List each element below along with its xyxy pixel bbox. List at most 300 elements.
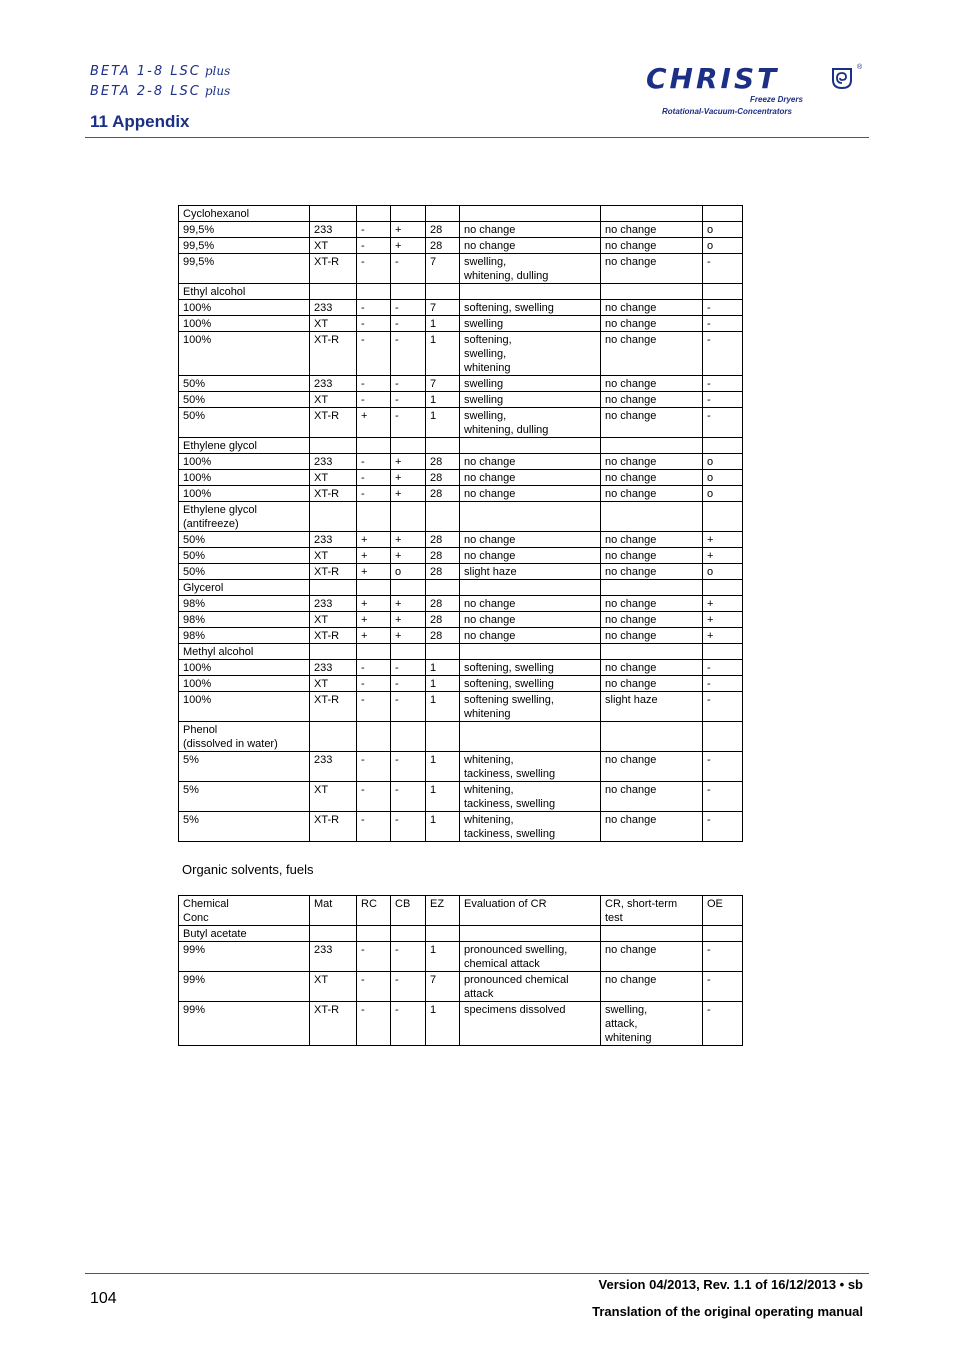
table-cell: 1 — [426, 408, 460, 438]
table-cell: o — [703, 238, 743, 254]
table-cell: + — [703, 548, 743, 564]
table-cell: 28 — [426, 564, 460, 580]
table-cell — [703, 926, 743, 942]
table-cell: 100% — [179, 486, 310, 502]
table-cell: o — [703, 470, 743, 486]
table-cell: XT-R — [310, 486, 357, 502]
chemical-resistance-table-body — [179, 206, 743, 842]
footer-rule — [85, 1273, 869, 1274]
footer-version: Version 04/2013, Rev. 1.1 of 16/12/2013 • sb — [598, 1277, 863, 1292]
table-cell — [357, 580, 391, 596]
table-row — [179, 752, 743, 782]
table-cell — [601, 580, 703, 596]
table-cell: + — [391, 486, 426, 502]
table-cell: - — [703, 254, 743, 284]
table-cell: 1 — [426, 1002, 460, 1046]
table-row — [179, 502, 743, 532]
model-plus-2: plus — [204, 84, 231, 98]
registered-mark: ® — [857, 64, 863, 71]
table-cell: 1 — [426, 782, 460, 812]
table-cell: 100% — [179, 300, 310, 316]
table-cell: + — [357, 596, 391, 612]
table-cell: specimens dissolved — [460, 1002, 601, 1046]
table-cell: 100% — [179, 692, 310, 722]
table-cell — [391, 502, 426, 532]
table-cell: Ethylene glycol — [179, 438, 310, 454]
table-cell: o — [391, 564, 426, 580]
table-row — [179, 644, 743, 660]
table-cell: 233 — [310, 222, 357, 238]
table-cell: - — [703, 300, 743, 316]
table-cell: no change — [601, 676, 703, 692]
table-cell: + — [391, 612, 426, 628]
table-cell: - — [391, 942, 426, 972]
table-cell: 100% — [179, 454, 310, 470]
table-cell — [357, 722, 391, 752]
table-cell: - — [391, 376, 426, 392]
header-short-term: CR, short-term test — [601, 896, 703, 926]
table-cell: Glycerol — [179, 580, 310, 596]
table-cell: 100% — [179, 470, 310, 486]
model-line-2 — [90, 84, 230, 99]
table-cell: 1 — [426, 676, 460, 692]
chemical-resistance-table — [178, 205, 743, 842]
table-cell: 100% — [179, 316, 310, 332]
table-row — [179, 284, 743, 300]
table-cell — [391, 438, 426, 454]
table-cell: 28 — [426, 454, 460, 470]
table-cell: no change — [460, 454, 601, 470]
table-cell: 7 — [426, 254, 460, 284]
christ-spiral-emblem-icon — [830, 66, 854, 90]
table-cell — [460, 926, 601, 942]
table-cell: XT — [310, 676, 357, 692]
table-row — [179, 612, 743, 628]
table-cell: 1 — [426, 812, 460, 842]
table-cell: 28 — [426, 470, 460, 486]
table-cell — [310, 580, 357, 596]
table-cell: XT-R — [310, 332, 357, 376]
table-cell: - — [391, 660, 426, 676]
table-cell: no change — [460, 486, 601, 502]
table-cell — [357, 644, 391, 660]
table-cell: XT — [310, 392, 357, 408]
table-cell: swelling — [460, 316, 601, 332]
table-row — [179, 1002, 743, 1046]
table-cell — [601, 502, 703, 532]
section-title: 11 Appendix — [90, 112, 190, 131]
table-cell — [357, 438, 391, 454]
table-cell: no change — [601, 812, 703, 842]
table-cell: - — [391, 972, 426, 1002]
table-cell: slight haze — [460, 564, 601, 580]
table-cell: no change — [601, 660, 703, 676]
table-cell: no change — [601, 486, 703, 502]
table-cell: no change — [601, 628, 703, 644]
table-cell: no change — [601, 596, 703, 612]
table-cell: - — [391, 812, 426, 842]
table-cell: 98% — [179, 612, 310, 628]
table-cell: no change — [601, 972, 703, 1002]
christ-logo — [640, 62, 865, 120]
solvents-table — [178, 895, 743, 1046]
table-cell: 99,5% — [179, 254, 310, 284]
table-cell: + — [703, 596, 743, 612]
table-cell: XT-R — [310, 564, 357, 580]
table-header-row — [179, 896, 743, 926]
table-cell: + — [703, 628, 743, 644]
table-cell: o — [703, 222, 743, 238]
table-cell — [426, 284, 460, 300]
table-cell — [703, 284, 743, 300]
table-cell — [391, 644, 426, 660]
table-cell: 100% — [179, 676, 310, 692]
table-cell: XT — [310, 782, 357, 812]
table-row — [179, 438, 743, 454]
table-cell: no change — [601, 254, 703, 284]
table-cell: XT — [310, 238, 357, 254]
table-cell: 7 — [426, 376, 460, 392]
table-row — [179, 722, 743, 752]
table-cell: 100% — [179, 332, 310, 376]
table-cell: + — [391, 596, 426, 612]
table-cell: - — [703, 972, 743, 1002]
table-cell: no change — [601, 300, 703, 316]
table-cell: 5% — [179, 752, 310, 782]
table-row — [179, 316, 743, 332]
table-cell: 50% — [179, 564, 310, 580]
table-cell: 233 — [310, 596, 357, 612]
table-cell: + — [391, 470, 426, 486]
table-cell — [310, 438, 357, 454]
table-cell: - — [703, 692, 743, 722]
table-cell: - — [703, 660, 743, 676]
header-rule — [85, 137, 869, 138]
table-cell: - — [391, 1002, 426, 1046]
table-cell: no change — [601, 532, 703, 548]
table-cell: 50% — [179, 408, 310, 438]
table-cell: o — [703, 486, 743, 502]
table-row — [179, 548, 743, 564]
table-row — [179, 926, 743, 942]
table-cell: Ethylene glycol (antifreeze) — [179, 502, 310, 532]
table-cell: 233 — [310, 660, 357, 676]
table-cell — [601, 926, 703, 942]
table-row — [179, 408, 743, 438]
table-cell: 5% — [179, 812, 310, 842]
table-cell: - — [703, 676, 743, 692]
table-cell: - — [357, 316, 391, 332]
table-cell — [426, 644, 460, 660]
table-cell — [391, 722, 426, 752]
table-cell: 233 — [310, 942, 357, 972]
table-cell: no change — [601, 612, 703, 628]
table-cell: 233 — [310, 752, 357, 782]
table-cell: no change — [460, 628, 601, 644]
table-cell: 233 — [310, 532, 357, 548]
table-cell: 50% — [179, 376, 310, 392]
table-cell: - — [357, 254, 391, 284]
model-name-1: BETA 1-8 LSC — [90, 64, 201, 79]
table-row — [179, 238, 743, 254]
table-cell: 1 — [426, 392, 460, 408]
table-cell: 28 — [426, 628, 460, 644]
header-mat: Mat — [310, 896, 357, 926]
table-cell: - — [703, 1002, 743, 1046]
table-cell — [703, 502, 743, 532]
table-cell: o — [703, 564, 743, 580]
table-cell — [460, 206, 601, 222]
table-cell: pronounced chemical attack — [460, 972, 601, 1002]
table-cell: XT — [310, 548, 357, 564]
table-cell: swelling — [460, 392, 601, 408]
table-cell: + — [391, 548, 426, 564]
table-row — [179, 222, 743, 238]
table-row — [179, 628, 743, 644]
table-cell: 7 — [426, 972, 460, 1002]
table-cell: - — [357, 1002, 391, 1046]
table-cell: no change — [460, 222, 601, 238]
table-cell: - — [391, 408, 426, 438]
table-cell: 28 — [426, 238, 460, 254]
table-cell: no change — [460, 470, 601, 486]
table-cell — [426, 502, 460, 532]
table-cell — [460, 502, 601, 532]
table-cell: Methyl alcohol — [179, 644, 310, 660]
table-cell — [601, 438, 703, 454]
table-cell — [703, 722, 743, 752]
table-cell: no change — [601, 392, 703, 408]
table-cell: no change — [601, 564, 703, 580]
table-cell: 28 — [426, 596, 460, 612]
table-cell: 98% — [179, 596, 310, 612]
table-cell: Butyl acetate — [179, 926, 310, 942]
table-cell: - — [357, 392, 391, 408]
table-row — [179, 454, 743, 470]
solvents-table-body — [179, 926, 743, 1046]
table-cell: 50% — [179, 548, 310, 564]
table-cell — [391, 284, 426, 300]
table-cell — [391, 926, 426, 942]
table-cell: Ethyl alcohol — [179, 284, 310, 300]
table-cell: whitening, tackiness, swelling — [460, 782, 601, 812]
header-cb: CB — [391, 896, 426, 926]
table-row — [179, 470, 743, 486]
table-cell — [310, 206, 357, 222]
table-row — [179, 580, 743, 596]
table-cell: - — [703, 812, 743, 842]
header-ez: EZ — [426, 896, 460, 926]
table-cell — [310, 926, 357, 942]
table-cell — [460, 284, 601, 300]
table-cell: swelling, attack, whitening — [601, 1002, 703, 1046]
table-cell: XT — [310, 316, 357, 332]
table-cell: no change — [601, 376, 703, 392]
table-cell — [310, 722, 357, 752]
table-cell: 99,5% — [179, 222, 310, 238]
table-row — [179, 564, 743, 580]
logo-tagline-1: Freeze Dryers — [750, 95, 803, 104]
footer-translation: Translation of the original operating manual — [592, 1304, 863, 1319]
table-cell: Cyclohexanol — [179, 206, 310, 222]
model-plus-1: plus — [204, 64, 231, 78]
model-line-1 — [90, 64, 230, 79]
table-cell: + — [391, 238, 426, 254]
table-cell: XT-R — [310, 1002, 357, 1046]
logo-tagline-2: Rotational-Vacuum-Concentrators — [662, 107, 792, 116]
table-cell — [601, 644, 703, 660]
table-cell: - — [391, 392, 426, 408]
header-chemical: Chemical Conc — [179, 896, 310, 926]
table-cell: - — [357, 238, 391, 254]
table-cell: softening swelling, whitening — [460, 692, 601, 722]
model-name-2: BETA 2-8 LSC — [90, 84, 201, 99]
table-cell: - — [703, 332, 743, 376]
table-cell: swelling, whitening, dulling — [460, 408, 601, 438]
table-cell: 233 — [310, 300, 357, 316]
table-cell: XT — [310, 612, 357, 628]
table-cell: - — [703, 316, 743, 332]
table-row — [179, 596, 743, 612]
table-cell: - — [357, 752, 391, 782]
header-evaluation: Evaluation of CR — [460, 896, 601, 926]
table-cell: no change — [601, 238, 703, 254]
table-cell — [426, 206, 460, 222]
table-cell: - — [703, 942, 743, 972]
table-cell: + — [357, 564, 391, 580]
table-cell: - — [357, 300, 391, 316]
table-cell — [460, 644, 601, 660]
table-cell — [426, 926, 460, 942]
table-cell: 99% — [179, 972, 310, 1002]
table-cell: 233 — [310, 454, 357, 470]
table-cell: softening, swelling — [460, 676, 601, 692]
table-cell: no change — [460, 596, 601, 612]
table-cell: + — [391, 532, 426, 548]
table-cell: - — [357, 942, 391, 972]
table-cell: 5% — [179, 782, 310, 812]
table-cell: XT-R — [310, 254, 357, 284]
table-cell: - — [391, 676, 426, 692]
table-cell: no change — [460, 532, 601, 548]
table-cell: no change — [460, 548, 601, 564]
table-cell: XT — [310, 470, 357, 486]
table-cell — [426, 722, 460, 752]
table-cell: softening, swelling, whitening — [460, 332, 601, 376]
table-cell: 99,5% — [179, 238, 310, 254]
table-cell: - — [391, 782, 426, 812]
table-row — [179, 692, 743, 722]
table-cell — [460, 580, 601, 596]
table-cell: no change — [601, 408, 703, 438]
table-cell: no change — [601, 942, 703, 972]
table-cell — [703, 580, 743, 596]
table-cell: no change — [601, 454, 703, 470]
table-cell: - — [357, 454, 391, 470]
table-cell: - — [703, 782, 743, 812]
table-cell: 1 — [426, 752, 460, 782]
table-cell: + — [357, 532, 391, 548]
table-cell — [357, 502, 391, 532]
table-cell: whitening, tackiness, swelling — [460, 812, 601, 842]
table-cell: softening, swelling — [460, 660, 601, 676]
table-cell: - — [357, 486, 391, 502]
table-cell — [426, 438, 460, 454]
table-cell: 233 — [310, 376, 357, 392]
table-cell — [357, 284, 391, 300]
table-cell: - — [357, 332, 391, 376]
table-cell: 1 — [426, 660, 460, 676]
table-row — [179, 812, 743, 842]
table-cell: no change — [460, 238, 601, 254]
table-cell: 28 — [426, 548, 460, 564]
table-cell: 1 — [426, 692, 460, 722]
table-cell: - — [391, 254, 426, 284]
table-cell: no change — [601, 332, 703, 376]
table-cell: - — [357, 222, 391, 238]
table-cell: no change — [601, 782, 703, 812]
table-cell: - — [703, 392, 743, 408]
table-cell — [703, 438, 743, 454]
table-cell: o — [703, 454, 743, 470]
table-cell: 1 — [426, 316, 460, 332]
table-row — [179, 332, 743, 376]
table-cell: no change — [460, 612, 601, 628]
table-cell: - — [357, 676, 391, 692]
table-cell: + — [391, 454, 426, 470]
table-cell: XT-R — [310, 812, 357, 842]
page-number: 104 — [90, 1290, 117, 1307]
table-row — [179, 392, 743, 408]
table-cell: 50% — [179, 532, 310, 548]
header-rc: RC — [357, 896, 391, 926]
table-cell — [703, 644, 743, 660]
table-cell: XT-R — [310, 408, 357, 438]
table-cell: - — [391, 692, 426, 722]
table-cell: no change — [601, 752, 703, 782]
table-cell: 28 — [426, 222, 460, 238]
table-cell: pronounced swelling, chemical attack — [460, 942, 601, 972]
table-cell: + — [391, 222, 426, 238]
table-cell: + — [357, 548, 391, 564]
table-cell: - — [703, 408, 743, 438]
table-cell: + — [357, 612, 391, 628]
table-row — [179, 206, 743, 222]
table-row — [179, 300, 743, 316]
table-cell: swelling, whitening, dulling — [460, 254, 601, 284]
table-cell: 99% — [179, 1002, 310, 1046]
table-cell: 1 — [426, 332, 460, 376]
header-oe: OE — [703, 896, 743, 926]
table-cell — [426, 580, 460, 596]
table-cell: - — [357, 972, 391, 1002]
table-cell: - — [357, 376, 391, 392]
table-cell: slight haze — [601, 692, 703, 722]
table-cell: - — [357, 812, 391, 842]
logo-wordmark: CHRIST — [646, 62, 780, 95]
table-cell: - — [391, 752, 426, 782]
table-cell: + — [703, 532, 743, 548]
table-cell — [703, 206, 743, 222]
table-cell: - — [703, 752, 743, 782]
table-cell — [391, 580, 426, 596]
table-cell: no change — [601, 548, 703, 564]
table-cell — [601, 284, 703, 300]
table-cell: 100% — [179, 660, 310, 676]
table-cell: - — [357, 782, 391, 812]
table-cell: - — [357, 470, 391, 486]
table-cell — [460, 438, 601, 454]
